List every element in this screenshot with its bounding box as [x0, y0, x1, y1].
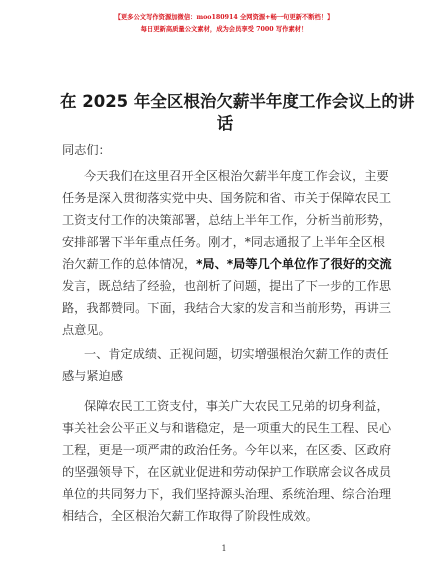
- paragraph-1-text: 路，我都赞同。下面，我结合大家的发言和当前形势，再讲三: [62, 301, 392, 315]
- highlighted-bold-phrase: *局、*局等几个单位作了很好的交流: [196, 257, 392, 271]
- salutation-text: 同志们：: [62, 143, 111, 157]
- paragraph-1-text: 治欠薪工作的总体情况，: [62, 257, 197, 271]
- paragraph-1-text: 发言，既总结了经验，也剖析了问题，提出了下一步的工作思: [62, 279, 392, 293]
- paragraph-1-text: 工资支付工作的决策部署，总结上半年工作，分析当前形势，: [62, 213, 392, 227]
- paragraph-2-text: 保障农民工工资支付，事关广大农民工兄弟的切身利益，: [84, 399, 389, 413]
- document-title-line-1: 在 2025 年全区根治欠薪半年度工作会议上的讲: [60, 92, 415, 111]
- paragraph-2-text: 工程，更是一项严肃的政治任务。今年以来，在区委、区政府: [62, 443, 392, 457]
- section-heading-text: 感与紧迫感: [62, 369, 123, 383]
- promo-banner-line-1: 【更多公文写作资源加微信：moo180914 全网资源+畅一句更新不断档！】: [114, 14, 334, 21]
- section-heading-text: 一、肯定成绩、正视问题，切实增强根治欠薪工作的责任: [84, 347, 389, 361]
- paragraph-2-text: 单位的共同努力下，我们坚持源头治理、系统治理、综合治理: [62, 487, 392, 501]
- paragraph-2-text: 的坚强领导下，在区就业促进和劳动保护工作联席会议各成员: [62, 465, 392, 479]
- document-title-line-2: 话: [216, 114, 234, 133]
- paragraph-1-text: 安排部署下半年重点任务。刚才，*同志通报了上半年全区根: [62, 235, 385, 249]
- paragraph-1-text: 点意见。: [62, 323, 111, 337]
- paragraph-1-inline: [62, 256, 392, 272]
- paragraph-1-text: 任务是深入贯彻落实党中央、国务院和省、市关于保障农民工: [62, 191, 392, 205]
- paragraph-1-text: 今天我们在这里召开全区根治欠薪半年度工作会议，主要: [84, 169, 389, 183]
- paragraph-2-text: 相结合，全区根治欠薪工作取得了阶段性成效。: [62, 509, 318, 523]
- promo-banner-line-2: 每日更新高质量公文素材，成为会员享受 7000 写作素材！: [140, 26, 308, 33]
- paragraph-2-text: 事关社会公平正义与和谐稳定，是一项重大的民生工程、民心: [62, 421, 392, 435]
- page-number: 1: [221, 544, 227, 553]
